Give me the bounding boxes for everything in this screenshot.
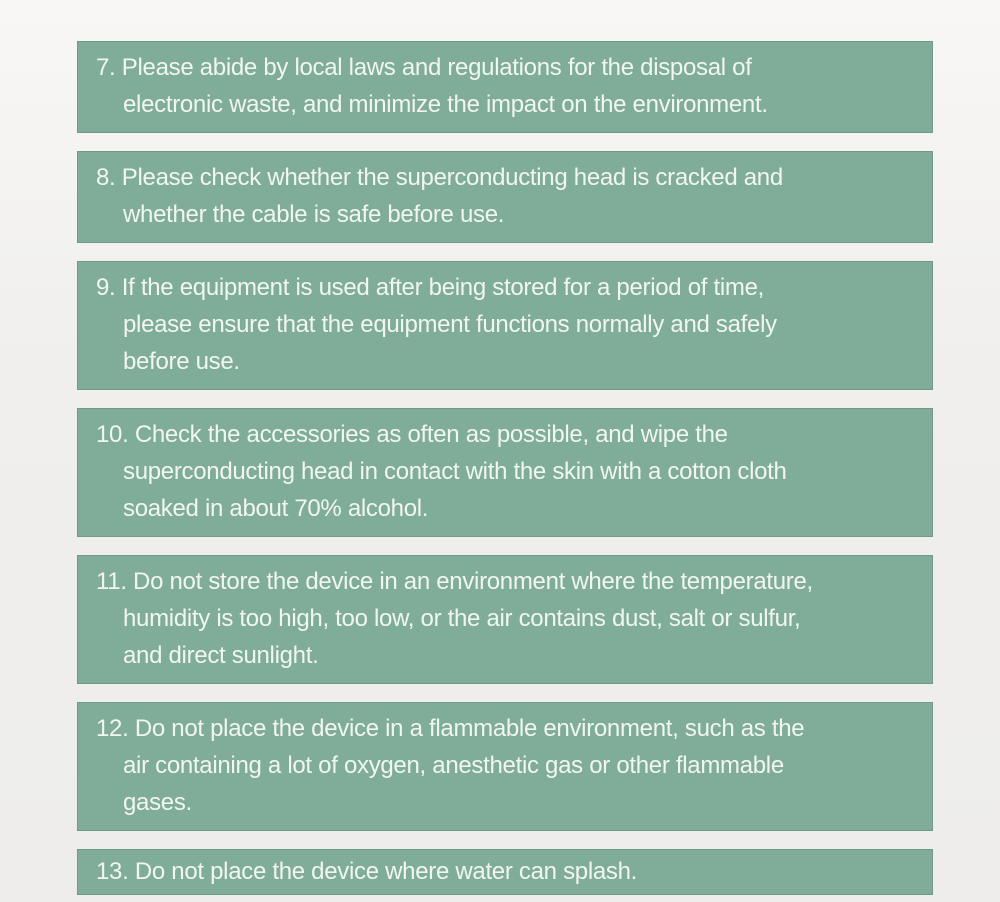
instruction-line: 10. Check the accessories as often as possible, and wipe the [96,421,728,448]
instruction-line: 9. If the equipment is used after being stored for a period of time, [96,274,764,301]
instruction-line: 7. Please abide by local laws and regulations for the disposal of [96,54,752,81]
instruction-line: and direct sunlight. [123,642,319,669]
instruction-line: 11. Do not store the device in an environment where the temperature, [96,568,813,595]
instruction-item-12 [77,702,933,831]
instruction-line: soaked in about 70% alcohol. [123,495,429,522]
instruction-item-8 [77,151,933,243]
instruction-item-9 [77,261,933,390]
instruction-line: whether the cable is safe before use. [123,201,505,228]
instruction-line: electronic waste, and minimize the impact on the environment. [123,91,768,118]
instruction-line: humidity is too high, too low, or the air contains dust, salt or sulfur, [123,605,801,632]
instruction-line: superconducting head in contact with the skin with a cotton cloth [123,458,787,485]
instruction-line: 8. Please check whether the superconducting head is cracked and [96,164,783,191]
instruction-line: air containing a lot of oxygen, anesthetic gas or other flammable [123,752,784,779]
instruction-line: 13. Do not place the device where water can splash. [96,858,638,885]
instruction-item-11 [77,555,933,684]
instruction-line: please ensure that the equipment functions normally and safely [123,311,777,338]
instruction-line: before use. [123,348,240,375]
instruction-item-7 [77,41,933,133]
instruction-line: gases. [123,789,192,816]
instruction-item-10 [77,408,933,537]
instruction-item-13 [77,849,933,895]
instruction-line: 12. Do not place the device in a flammable environment, such as the [96,715,805,742]
instruction-list [77,41,933,895]
